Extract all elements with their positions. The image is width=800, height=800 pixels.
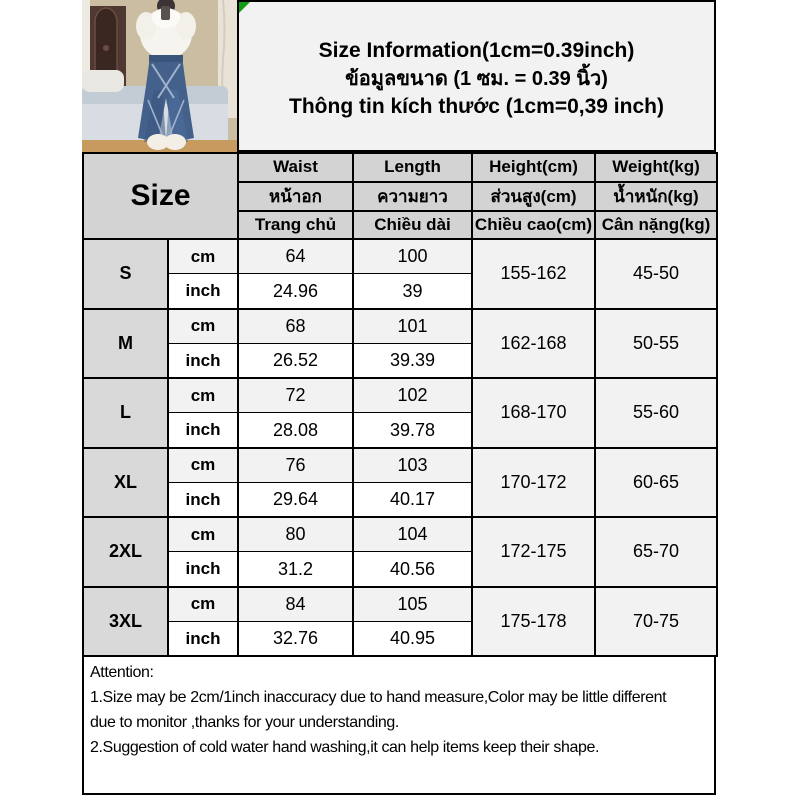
- length-cm-l: 102: [353, 378, 472, 413]
- unit-cell-cm: cm: [168, 309, 238, 344]
- header-height-th: ส่วนสูง(cm): [472, 182, 595, 211]
- weight-range-s: 45-50: [595, 239, 717, 309]
- waist-cm-m: 68: [238, 309, 353, 344]
- waist-inch-m: 26.52: [238, 343, 353, 378]
- table-row-s-cm: [83, 239, 717, 274]
- attention-heading: Attention:: [90, 664, 154, 681]
- length-cm-m: 101: [353, 309, 472, 344]
- title-thai: ข้อมูลขนาด (1 ซม. = 0.39 นิ้ว): [345, 68, 608, 90]
- unit-cell-inch: inch: [168, 621, 238, 656]
- waist-inch-2xl: 31.2: [238, 552, 353, 587]
- title-english: Size Information(1cm=0.39inch): [318, 39, 635, 62]
- header-height-vi: Chiều cao(cm): [472, 211, 595, 240]
- waist-inch-xl: 29.64: [238, 482, 353, 517]
- waist-inch-l: 28.08: [238, 413, 353, 448]
- table-row-3xl-cm: [83, 587, 717, 622]
- length-cm-3xl: 105: [353, 587, 472, 622]
- waist-inch-3xl: 32.76: [238, 621, 353, 656]
- unit-cell-inch: inch: [168, 552, 238, 587]
- waist-cm-xl: 76: [238, 448, 353, 483]
- unit-cell-inch: inch: [168, 343, 238, 378]
- unit-cell-cm: cm: [168, 587, 238, 622]
- size-cell-l: L: [83, 378, 168, 448]
- waist-cm-s: 64: [238, 239, 353, 274]
- title-box: [237, 0, 716, 152]
- size-cell-m: M: [83, 309, 168, 379]
- header-height-en: Height(cm): [472, 153, 595, 182]
- unit-cell-inch: inch: [168, 482, 238, 517]
- height-range-2xl: 172-175: [472, 517, 595, 587]
- size-cell-3xl: 3XL: [83, 587, 168, 657]
- header-length-th: ความยาว: [353, 182, 472, 211]
- waist-cm-l: 72: [238, 378, 353, 413]
- length-inch-l: 39.78: [353, 413, 472, 448]
- waist-cm-3xl: 84: [238, 587, 353, 622]
- weight-range-3xl: 70-75: [595, 587, 717, 657]
- weight-range-l: 55-60: [595, 378, 717, 448]
- attention-box: [82, 655, 716, 795]
- height-range-s: 155-162: [472, 239, 595, 309]
- header-length-en: Length: [353, 153, 472, 182]
- size-table: [82, 152, 718, 657]
- length-inch-3xl: 40.95: [353, 621, 472, 656]
- attention-line-3: 2.Suggestion of cold water hand washing,it can help items keep their shape.: [90, 739, 600, 756]
- waist-inch-s: 24.96: [238, 274, 353, 309]
- header-length-vi: Chiều dài: [353, 211, 472, 240]
- unit-cell-cm: cm: [168, 448, 238, 483]
- attention-line-1: 1.Size may be 2cm/1inch inaccuracy due to hand measure,Color may be little different: [90, 689, 667, 706]
- unit-cell-cm: cm: [168, 239, 238, 274]
- header-weight-en: Weight(kg): [595, 153, 717, 182]
- title-vietnamese: Thông tin kích thước (1cm=0,39 inch): [289, 95, 664, 118]
- header-row-english: [83, 153, 717, 182]
- size-cell-xl: XL: [83, 448, 168, 518]
- length-inch-xl: 40.17: [353, 482, 472, 517]
- unit-cell-cm: cm: [168, 378, 238, 413]
- product-photo: [82, 0, 237, 152]
- header-weight-th: น้ำหนัก(kg): [595, 182, 717, 211]
- weight-range-m: 50-55: [595, 309, 717, 379]
- unit-cell-cm: cm: [168, 517, 238, 552]
- header-weight-vi: Cân nặng(kg): [595, 211, 717, 240]
- height-range-l: 168-170: [472, 378, 595, 448]
- weight-range-xl: 60-65: [595, 448, 717, 518]
- size-cell-2xl: 2XL: [83, 517, 168, 587]
- table-row-l-cm: [83, 378, 717, 413]
- length-cm-xl: 103: [353, 448, 472, 483]
- header-waist-vi: Trang chủ: [238, 211, 353, 240]
- height-range-xl: 170-172: [472, 448, 595, 518]
- length-inch-s: 39: [353, 274, 472, 309]
- top-section: [82, 0, 716, 152]
- green-corner-flag-icon: [239, 2, 250, 13]
- table-row-xl-cm: [83, 448, 717, 483]
- header-waist-th: หน้าอก: [238, 182, 353, 211]
- waist-cm-2xl: 80: [238, 517, 353, 552]
- table-row-m-cm: [83, 309, 717, 344]
- attention-line-2: due to monitor ,thanks for your understanding.: [90, 714, 399, 731]
- length-inch-m: 39.39: [353, 343, 472, 378]
- length-cm-s: 100: [353, 239, 472, 274]
- unit-cell-inch: inch: [168, 274, 238, 309]
- jeans-model-photo-illustration: [82, 0, 237, 152]
- weight-range-2xl: 65-70: [595, 517, 717, 587]
- height-range-3xl: 175-178: [472, 587, 595, 657]
- length-inch-2xl: 40.56: [353, 552, 472, 587]
- header-waist-en: Waist: [238, 153, 353, 182]
- table-row-2xl-cm: [83, 517, 717, 552]
- size-cell-s: S: [83, 239, 168, 309]
- length-cm-2xl: 104: [353, 517, 472, 552]
- unit-cell-inch: inch: [168, 413, 238, 448]
- header-size: Size: [83, 153, 238, 239]
- height-range-m: 162-168: [472, 309, 595, 379]
